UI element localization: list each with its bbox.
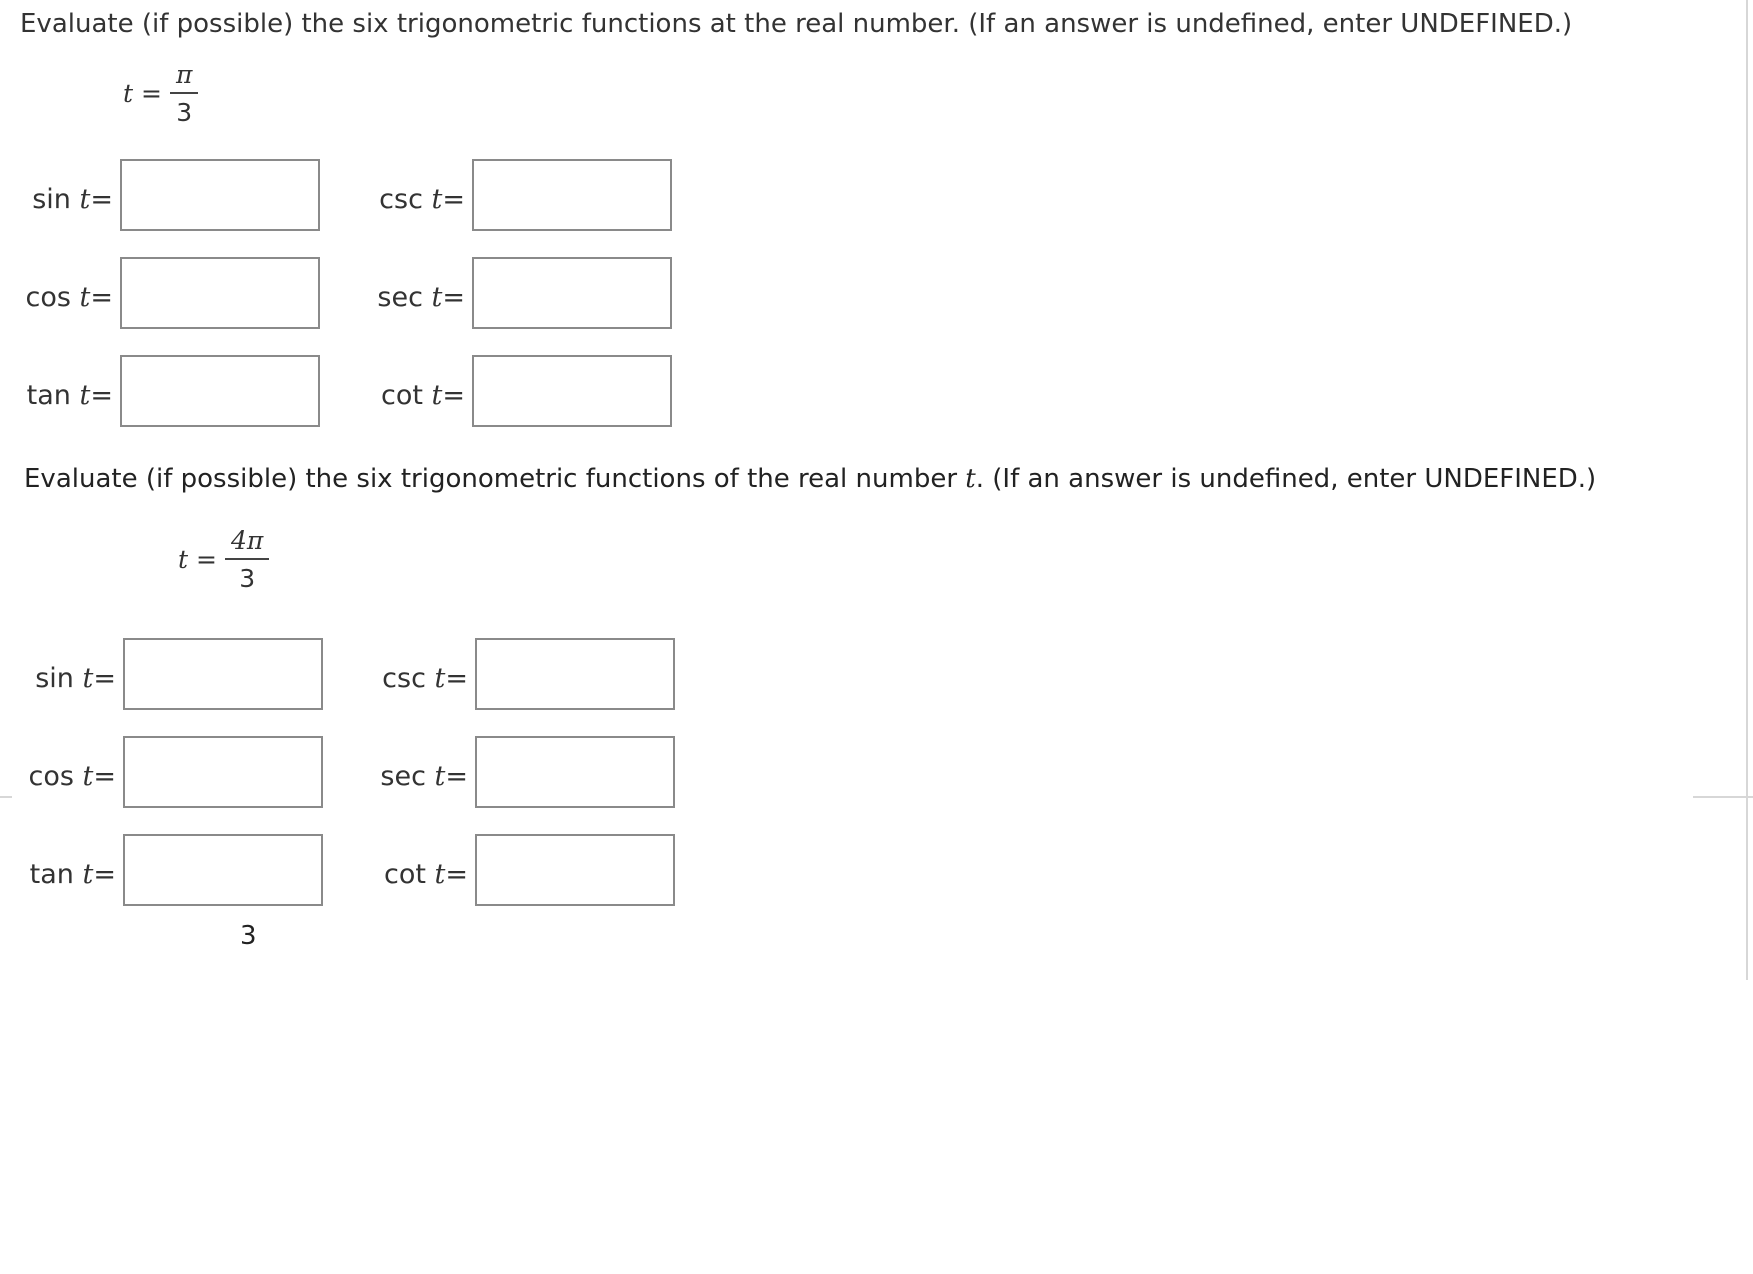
func-var: t bbox=[82, 859, 94, 890]
right-edge-divider bbox=[1693, 796, 1753, 798]
func-var: t bbox=[434, 859, 446, 890]
problem1-cos-label bbox=[25, 284, 113, 311]
func-name: cos bbox=[28, 761, 74, 792]
problem1-tan-input[interactable] bbox=[120, 355, 320, 427]
left-edge-divider bbox=[0, 796, 12, 798]
problem2-prompt-text: Evaluate (if possible) the six trigonometric functions of the real number bbox=[24, 464, 966, 494]
problem1-sin-label bbox=[32, 186, 113, 213]
func-name: sec bbox=[377, 282, 423, 313]
problem1-denominator: 3 bbox=[176, 98, 193, 127]
func-var: t bbox=[82, 761, 94, 792]
problem1-cot-input[interactable] bbox=[472, 355, 672, 427]
func-name: sec bbox=[380, 761, 426, 792]
problem1-csc-label bbox=[379, 186, 465, 213]
problem2-cot-label bbox=[384, 861, 468, 888]
func-var: t bbox=[79, 184, 91, 215]
func-eq: = bbox=[93, 663, 116, 694]
problem1-t-equals: = bbox=[141, 79, 162, 108]
problem1-fraction bbox=[170, 62, 198, 125]
problem1-sec-input[interactable] bbox=[472, 257, 672, 329]
problem2-prompt-text-end: . (If an answer is undefined, enter UNDEFINED.) bbox=[975, 464, 1597, 494]
func-eq: = bbox=[445, 859, 468, 890]
problem1-cot-label bbox=[381, 382, 465, 409]
problem1-sec-label bbox=[377, 284, 465, 311]
problem2-csc-label bbox=[382, 665, 468, 692]
func-eq: = bbox=[442, 380, 465, 411]
problem1-csc-input[interactable] bbox=[472, 159, 672, 231]
problem2-t-equals: = bbox=[196, 545, 217, 574]
func-var: t bbox=[431, 184, 443, 215]
func-var: t bbox=[434, 663, 446, 694]
problem2-cos-label bbox=[28, 763, 116, 790]
problem1-cos-input[interactable] bbox=[120, 257, 320, 329]
problem2-denominator: 3 bbox=[239, 564, 256, 593]
func-eq: = bbox=[442, 184, 465, 215]
problem2-fraction bbox=[225, 528, 269, 591]
problem1-sin-input[interactable] bbox=[120, 159, 320, 231]
problem1-t-var: t bbox=[123, 79, 134, 108]
func-var: t bbox=[82, 663, 94, 694]
func-var: t bbox=[431, 380, 443, 411]
problem2-tan-input[interactable] bbox=[123, 834, 323, 906]
problem2-sin-input[interactable] bbox=[123, 638, 323, 710]
func-name: sin bbox=[32, 184, 71, 215]
func-name: cos bbox=[25, 282, 71, 313]
problem1-prompt: Evaluate (if possible) the six trigonometric functions at the real number. (If an answer is undefined, enter UNDEFINED.) bbox=[20, 9, 1573, 39]
func-eq: = bbox=[93, 859, 116, 890]
func-name: csc bbox=[379, 184, 423, 215]
func-var: t bbox=[431, 282, 443, 313]
problem2-fraction-bar bbox=[225, 558, 269, 560]
problem2-sin-label bbox=[35, 665, 116, 692]
problem2-prompt bbox=[24, 466, 1596, 492]
func-name: cot bbox=[383, 859, 426, 890]
func-name: tan bbox=[26, 380, 71, 411]
func-eq: = bbox=[445, 663, 468, 694]
problem1-fraction-bar bbox=[170, 92, 198, 94]
problem2-t-var: t bbox=[178, 545, 189, 574]
right-edge-rule bbox=[1746, 0, 1748, 980]
func-eq: = bbox=[90, 184, 113, 215]
problem1-t-expression bbox=[123, 62, 198, 125]
problem2-prompt-var: t bbox=[965, 464, 976, 494]
func-var: t bbox=[79, 380, 91, 411]
func-name: cot bbox=[380, 380, 423, 411]
func-eq: = bbox=[93, 761, 116, 792]
func-name: csc bbox=[382, 663, 426, 694]
problem2-tan-label bbox=[30, 861, 116, 888]
problem2-sec-label bbox=[380, 763, 468, 790]
func-eq: = bbox=[90, 380, 113, 411]
problem2-cot-input[interactable] bbox=[475, 834, 675, 906]
func-var: t bbox=[434, 761, 446, 792]
problem1-numerator: π bbox=[176, 60, 193, 89]
func-eq: = bbox=[445, 761, 468, 792]
func-name: tan bbox=[29, 859, 74, 890]
problem1-tan-label bbox=[27, 382, 113, 409]
problem2-t-expression bbox=[178, 528, 269, 591]
problem2-cos-input[interactable] bbox=[123, 736, 323, 808]
func-name: sin bbox=[35, 663, 74, 694]
stray-digit: 3 bbox=[240, 921, 257, 951]
func-var: t bbox=[79, 282, 91, 313]
problem2-sec-input[interactable] bbox=[475, 736, 675, 808]
func-eq: = bbox=[90, 282, 113, 313]
problem2-numerator: 4π bbox=[231, 526, 264, 555]
func-eq: = bbox=[442, 282, 465, 313]
problem2-csc-input[interactable] bbox=[475, 638, 675, 710]
